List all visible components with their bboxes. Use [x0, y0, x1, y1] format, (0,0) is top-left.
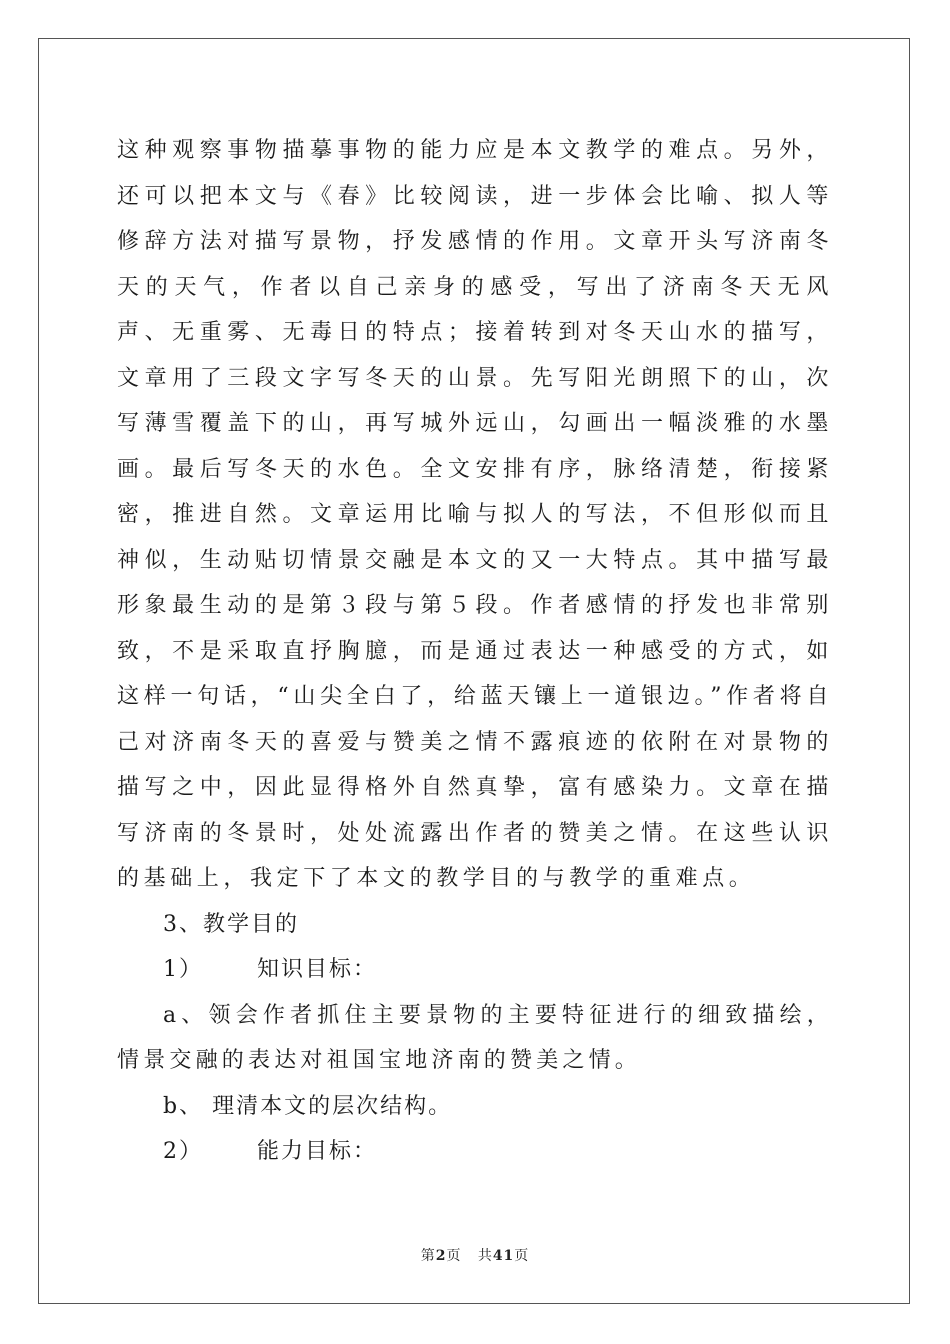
current-page-number: 2: [435, 1248, 447, 1264]
objective-a: a、领会作者抓住主要景物的主要特征进行的细致描绘，情景交融的表达对祖国宝地济南的赞美之情。: [117, 1002, 833, 1073]
ability-objective-item: 2） 能力目标：: [163, 1139, 377, 1164]
document-body: [117, 128, 833, 1175]
footer-prefix: 第: [420, 1248, 436, 1264]
section-heading: 3、教学目的: [163, 911, 299, 937]
objective-b: b、 理清本文的层次结构。: [163, 1093, 453, 1119]
footer-total-prefix: 共: [477, 1248, 493, 1264]
knowledge-objective-item: 1） 知识目标：: [163, 957, 377, 982]
page-footer: [0, 1245, 950, 1265]
main-paragraph: 这种观察事物描摹事物的能力应是本文教学的难点。另外，还可以把本文与《春》比较阅读，进一步体会比喻、拟人等修辞方法对描写景物，抒发感情的作用。文章开头写济南冬天的天气，作者以自己亲身的感受，写出了济南冬天无风声、无重雾、无毒日的特点；接着转到对冬天山水的描写，文章用了三段文字写冬天的山景。先写阳光朗照下的山，次写薄雪覆盖下的山，再写城外远山，勾画出一幅淡雅的水墨画。最后写冬天的水色。全文安排有序，脉络清楚，衔接紧密，推进自然。文章运用比喻与拟人的写法，不但形似而且神似，生动贴切情景交融是本文的又一大特点。其中描写最形象最生动的是第３段与第５段。作者感情的抒发也非常别致，不是采取直抒胸臆，而是通过表达一种感受的方式，如这样一句话，“山尖全白了，给蓝天镶上一道银边。”作者将自己对济南冬天的喜爱与赞美之情不露痕迹的依附在对景物的描写之中，因此显得格外自然真挚，富有感染力。文章在描写济南的冬景时，处处流露出作者的赞美之情。在这些认识的基础上，我定下了本文的教学目的与教学的重难点。: [117, 138, 833, 891]
total-page-count: 41: [492, 1248, 515, 1264]
footer-total-suffix: 页: [514, 1248, 530, 1264]
footer-page-suffix: 页: [446, 1248, 462, 1264]
